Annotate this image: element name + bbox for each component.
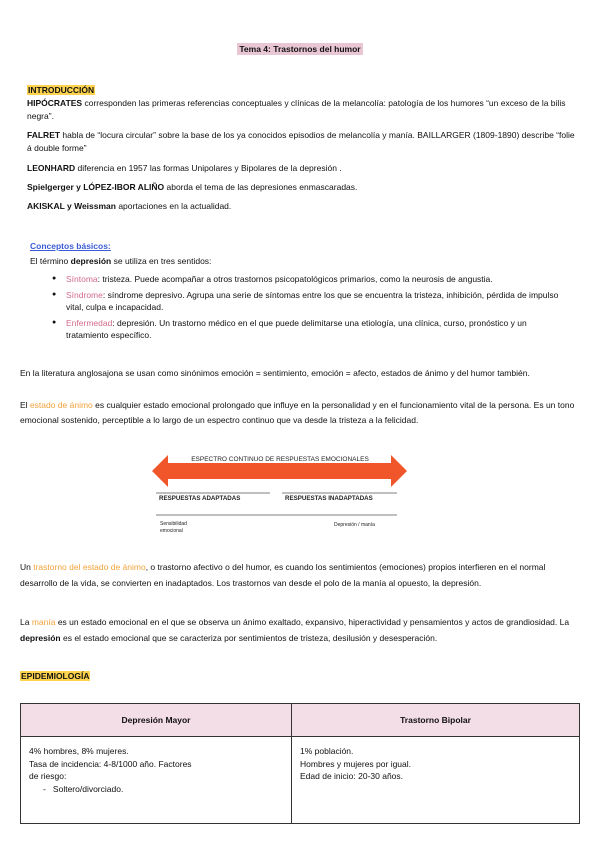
table-cell-depresion-mayor: 4% hombres, 8% mujeres. Tasa de incidencia: 4-8/1000 año. Factores de riesgo: - Soltero/divorciado. — [21, 737, 292, 824]
intro-paragraph-akiskal: AKISKAL y Weissman aportaciones en la actualidad. — [27, 201, 232, 211]
list-item: ● Síndrome: síndrome depresivo. Agrupa una serie de síntomas entre los que se encuentra la tristeza, inhibición, pérdida de impulso vital, culpa e incapacidad. — [50, 289, 570, 314]
intro-paragraph-spielgerger: Spielgerger y LÓPEZ-IBOR ALIÑO aborda el tema de las depresiones enmascaradas. — [27, 182, 358, 192]
table-header-depresion-mayor: Depresión Mayor — [21, 704, 292, 737]
intro-paragraph-hipocrates: HIPÓCRATES corresponden las primeras referencias conceptuales y clínicas de la melancolía: patología de los humores “un exceso de la bilis negra”. — [27, 98, 566, 121]
intro-heading: INTRODUCCIÓN — [28, 85, 95, 95]
conceptos-heading: Conceptos básicos: — [30, 241, 111, 251]
sensibilidad-emocional-label: Sensibilidad emocional — [160, 521, 187, 534]
document-title: Tema 4: Trastornos del humor — [239, 44, 361, 54]
paragraph-anglosajona: En la literatura anglosajona se usan como sinónimos emoción = sentimiento, emoción = afecto, estados de ánimo y del humor también. — [20, 368, 530, 378]
intro-paragraph-leonhard: LEONHARD diferencia en 1957 las formas Unipolares y Bipolares de la depresión . — [27, 163, 342, 173]
spectrum-arrow-label: ESPECTRO CONTINUO DE RESPUESTAS EMOCIONALES — [191, 456, 369, 463]
table-header-trastorno-bipolar: Trastorno Bipolar — [292, 704, 580, 737]
emotional-spectrum-diagram — [152, 450, 407, 536]
paragraph-trastorno-estado-animo: Un trastorno del estado de ánimo, o trastorno afectivo o del humor, es cuando los sentimientos (emociones) propios interfieren en el normal desarrollo de la vida, se convierten en inadaptados. Los trastornos van desde el polo de la manía al opuesto, la depresión. — [20, 562, 546, 588]
conceptos-lead: El término depresión se utiliza en tres sentidos: — [30, 256, 212, 266]
epidemiologia-heading: EPIDEMIOLOGÍA — [21, 671, 90, 681]
epidemiologia-table — [20, 703, 580, 824]
intro-paragraph-falret: FALRET habla de “locura circular” sobre la base de los ya conocidos episodios de melancolía y manía. BAILLARGER (1809-1890) describe “folie á double forme” — [27, 130, 575, 153]
conceptos-list — [50, 273, 570, 342]
respuestas-adaptadas-label: RESPUESTAS ADAPTADAS — [159, 495, 241, 502]
list-item: ● Síntoma: tristeza. Puede acompañar a otros trastornos psicopatológicos primarios, como la neurosis de angustia. — [50, 273, 570, 286]
paragraph-estado-de-animo: El estado de ánimo es cualquier estado emocional prolongado que influye en la personalidad y en el funcionamiento vital de la persona. Es un tono emocional sostenido, perceptible a lo largo de un espectro continuo que va desde la tristeza a la felicidad. — [20, 400, 575, 425]
respuestas-inadaptadas-label: RESPUESTAS INADAPTADAS — [285, 495, 373, 502]
paragraph-mania-depresion: La manía es un estado emocional en el que se observa un ánimo exaltado, expansivo, hiperactividad y pensamientos y actos de grandiosidad. La depresión es el estado emocional que se caracteriza por sentimientos de tristeza, desilusión y desesperación. — [20, 617, 570, 643]
list-item: - Soltero/divorciado. — [43, 783, 124, 794]
table-header-row — [21, 704, 580, 737]
depresion-mania-label: Depresión / manía — [334, 522, 375, 528]
table-cell-trastorno-bipolar: 1% población. Hombres y mujeres por igual. Edad de inicio: 20-30 años. — [292, 737, 580, 824]
table-row — [21, 737, 580, 824]
list-item: ● Enfermedad: depresión. Un trastorno médico en el que puede delimitarse una etiología, una clínica, curso, pronóstico y un tratamiento específico. — [50, 317, 570, 342]
